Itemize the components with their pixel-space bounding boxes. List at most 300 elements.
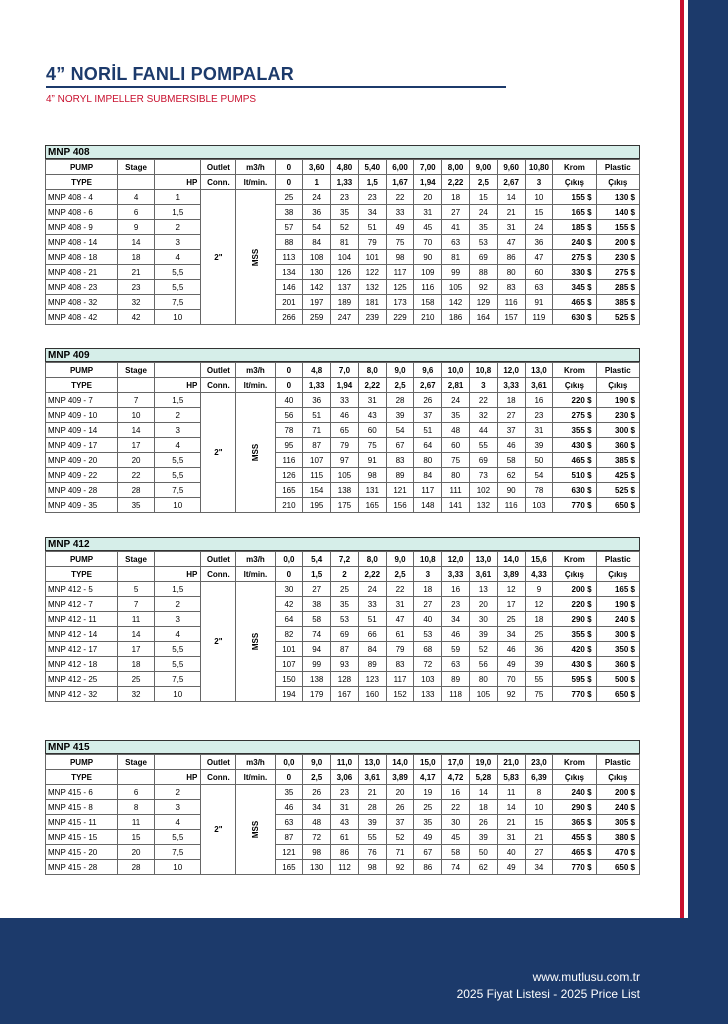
head-value: 121 bbox=[386, 483, 414, 498]
price-plastic: 230 $ bbox=[596, 408, 639, 423]
head-value: 35 bbox=[331, 205, 359, 220]
head-value: 116 bbox=[497, 498, 525, 513]
price-plastic: 385 $ bbox=[596, 295, 639, 310]
price-plastic: 200 $ bbox=[596, 785, 639, 800]
hp-value: 7,5 bbox=[155, 483, 201, 498]
table-row bbox=[46, 205, 640, 220]
pump-type: MNP 412 - 32 bbox=[46, 687, 118, 702]
price-krom: 630 $ bbox=[553, 483, 596, 498]
price-plastic: 165 $ bbox=[596, 582, 639, 597]
hp-value: 4 bbox=[155, 438, 201, 453]
pump-type: MNP 415 - 20 bbox=[46, 845, 118, 860]
price-krom: 220 $ bbox=[553, 597, 596, 612]
head-value: 59 bbox=[442, 642, 470, 657]
table-row bbox=[46, 785, 640, 800]
table-row bbox=[46, 657, 640, 672]
col-outlet: Outlet bbox=[201, 552, 236, 567]
head-value: 39 bbox=[525, 438, 553, 453]
head-value: 33 bbox=[386, 205, 414, 220]
col-pump: PUMP bbox=[46, 160, 118, 175]
head-value: 31 bbox=[386, 597, 414, 612]
pump-type: MNP 408 - 42 bbox=[46, 310, 118, 325]
head-value: 84 bbox=[414, 468, 442, 483]
head-value: 15 bbox=[469, 190, 497, 205]
outlet-material: MSS bbox=[250, 248, 260, 266]
head-value: 81 bbox=[442, 250, 470, 265]
head-value: 38 bbox=[275, 205, 303, 220]
flow-ltmin-value: 4,72 bbox=[442, 770, 470, 785]
head-value: 91 bbox=[358, 453, 386, 468]
head-value: 23 bbox=[331, 785, 359, 800]
table-row bbox=[46, 423, 640, 438]
model-block bbox=[45, 348, 640, 513]
pump-type: MNP 412 - 11 bbox=[46, 612, 118, 627]
table-row bbox=[46, 498, 640, 513]
stage-count: 22 bbox=[118, 468, 155, 483]
table-row bbox=[46, 627, 640, 642]
stage-count: 18 bbox=[118, 250, 155, 265]
head-value: 23 bbox=[358, 190, 386, 205]
unit-m3h: m3/h bbox=[236, 755, 275, 770]
head-value: 24 bbox=[303, 190, 331, 205]
head-value: 189 bbox=[331, 295, 359, 310]
head-value: 79 bbox=[331, 438, 359, 453]
head-value: 23 bbox=[331, 190, 359, 205]
col-hp-blank bbox=[155, 160, 201, 175]
unit-ltmin: lt/min. bbox=[236, 378, 275, 393]
head-value: 31 bbox=[497, 220, 525, 235]
head-value: 35 bbox=[275, 785, 303, 800]
head-value: 9 bbox=[525, 582, 553, 597]
flow-ltmin-value: 3,61 bbox=[358, 770, 386, 785]
price-plastic: 650 $ bbox=[596, 498, 639, 513]
hp-value: 10 bbox=[155, 498, 201, 513]
head-value: 89 bbox=[358, 657, 386, 672]
outlet-connection: 2" bbox=[201, 190, 236, 325]
flow-m3h-value: 9,60 bbox=[497, 160, 525, 175]
price-plastic: 650 $ bbox=[596, 687, 639, 702]
flow-ltmin-value: 2,5 bbox=[386, 567, 414, 582]
stage-count: 28 bbox=[118, 860, 155, 875]
head-value: 33 bbox=[331, 393, 359, 408]
col-stage: Stage bbox=[118, 552, 155, 567]
table-row bbox=[46, 438, 640, 453]
head-value: 31 bbox=[358, 393, 386, 408]
hp-value: 1,5 bbox=[155, 582, 201, 597]
unit-m3h: m3/h bbox=[236, 552, 275, 567]
flow-ltmin-value: 3,33 bbox=[442, 567, 470, 582]
head-value: 47 bbox=[386, 612, 414, 627]
outlet-connection: 2" bbox=[201, 785, 236, 875]
col-plastic: Plastic bbox=[596, 552, 639, 567]
hp-value: 10 bbox=[155, 860, 201, 875]
stage-count: 20 bbox=[118, 845, 155, 860]
head-value: 34 bbox=[303, 800, 331, 815]
col-krom-outlet: Çıkış bbox=[553, 770, 596, 785]
head-value: 86 bbox=[331, 845, 359, 860]
table-row bbox=[46, 265, 640, 280]
stage-count: 9 bbox=[118, 220, 155, 235]
col-pump: PUMP bbox=[46, 552, 118, 567]
head-value: 39 bbox=[525, 657, 553, 672]
flow-m3h-value: 10,80 bbox=[525, 160, 553, 175]
head-value: 90 bbox=[414, 250, 442, 265]
flow-m3h-value: 8,00 bbox=[442, 160, 470, 175]
price-krom: 240 $ bbox=[553, 785, 596, 800]
head-value: 50 bbox=[525, 453, 553, 468]
price-plastic: 190 $ bbox=[596, 393, 639, 408]
head-value: 128 bbox=[331, 672, 359, 687]
head-value: 126 bbox=[331, 265, 359, 280]
head-value: 10 bbox=[525, 800, 553, 815]
model-header: MNP 415 bbox=[45, 740, 640, 754]
col-outlet: Outlet bbox=[201, 160, 236, 175]
head-value: 130 bbox=[303, 265, 331, 280]
hp-value: 2 bbox=[155, 785, 201, 800]
pump-type: MNP 408 - 14 bbox=[46, 235, 118, 250]
head-value: 119 bbox=[525, 310, 553, 325]
col-hp: HP bbox=[155, 770, 201, 785]
flow-m3h-value: 13,0 bbox=[358, 755, 386, 770]
hp-value: 1 bbox=[155, 190, 201, 205]
head-value: 46 bbox=[497, 642, 525, 657]
flow-ltmin-value: 2,5 bbox=[303, 770, 331, 785]
flow-m3h-value: 0 bbox=[275, 160, 303, 175]
price-krom: 465 $ bbox=[553, 453, 596, 468]
hp-value: 5,5 bbox=[155, 265, 201, 280]
price-krom: 430 $ bbox=[553, 438, 596, 453]
footer-website[interactable]: www.mutlusu.com.tr bbox=[532, 970, 640, 984]
stage-count: 7 bbox=[118, 393, 155, 408]
head-value: 117 bbox=[386, 672, 414, 687]
hp-value: 4 bbox=[155, 627, 201, 642]
flow-ltmin-value: 5,28 bbox=[469, 770, 497, 785]
col-stage: Stage bbox=[118, 363, 155, 378]
unit-m3h: m3/h bbox=[236, 160, 275, 175]
flow-m3h-header-row bbox=[46, 552, 640, 567]
stage-count: 32 bbox=[118, 295, 155, 310]
price-plastic: 425 $ bbox=[596, 468, 639, 483]
head-value: 98 bbox=[303, 845, 331, 860]
price-plastic: 650 $ bbox=[596, 860, 639, 875]
model-header: MNP 408 bbox=[45, 145, 640, 159]
pump-type: MNP 412 - 14 bbox=[46, 627, 118, 642]
head-value: 34 bbox=[442, 612, 470, 627]
flow-m3h-value: 7,0 bbox=[331, 363, 359, 378]
head-value: 35 bbox=[442, 408, 470, 423]
head-value: 40 bbox=[275, 393, 303, 408]
unit-ltmin: lt/min. bbox=[236, 567, 275, 582]
table-row bbox=[46, 190, 640, 205]
head-value: 70 bbox=[497, 672, 525, 687]
flow-ltmin-value: 3,89 bbox=[386, 770, 414, 785]
outlet-material: MSS bbox=[250, 443, 260, 462]
hp-value: 3 bbox=[155, 235, 201, 250]
head-value: 24 bbox=[469, 205, 497, 220]
unit-ltmin: lt/min. bbox=[236, 770, 275, 785]
head-value: 84 bbox=[303, 235, 331, 250]
head-value: 107 bbox=[303, 453, 331, 468]
flow-ltmin-value: 3 bbox=[414, 567, 442, 582]
head-value: 58 bbox=[303, 612, 331, 627]
flow-ltmin-value: 2,5 bbox=[386, 378, 414, 393]
flow-ltmin-value: 2,67 bbox=[497, 175, 525, 190]
col-plastic: Plastic bbox=[596, 363, 639, 378]
table-row bbox=[46, 220, 640, 235]
col-conn: Conn. bbox=[201, 175, 236, 190]
outlet-material-cell bbox=[236, 785, 275, 875]
head-value: 173 bbox=[386, 295, 414, 310]
flow-m3h-value: 14,0 bbox=[386, 755, 414, 770]
col-hp: HP bbox=[155, 378, 201, 393]
head-value: 84 bbox=[358, 642, 386, 657]
head-value: 23 bbox=[442, 597, 470, 612]
head-value: 92 bbox=[497, 687, 525, 702]
flow-m3h-value: 7,00 bbox=[414, 160, 442, 175]
table-row bbox=[46, 393, 640, 408]
outlet-material: MSS bbox=[250, 632, 260, 651]
head-value: 14 bbox=[497, 800, 525, 815]
head-value: 30 bbox=[442, 815, 470, 830]
col-plastic: Plastic bbox=[596, 160, 639, 175]
stage-count: 25 bbox=[118, 672, 155, 687]
table-row bbox=[46, 295, 640, 310]
flow-m3h-value: 9,0 bbox=[303, 755, 331, 770]
price-plastic: 360 $ bbox=[596, 657, 639, 672]
table-row bbox=[46, 800, 640, 815]
table-row bbox=[46, 408, 640, 423]
head-value: 52 bbox=[469, 642, 497, 657]
pump-type: MNP 408 - 32 bbox=[46, 295, 118, 310]
head-value: 15 bbox=[525, 205, 553, 220]
head-value: 148 bbox=[414, 498, 442, 513]
head-value: 175 bbox=[331, 498, 359, 513]
head-value: 14 bbox=[497, 190, 525, 205]
flow-ltmin-value: 3 bbox=[469, 378, 497, 393]
col-outlet: Outlet bbox=[201, 755, 236, 770]
head-value: 27 bbox=[442, 205, 470, 220]
flow-m3h-value: 9,6 bbox=[414, 363, 442, 378]
price-plastic: 360 $ bbox=[596, 438, 639, 453]
table-row bbox=[46, 612, 640, 627]
price-plastic: 190 $ bbox=[596, 597, 639, 612]
head-value: 49 bbox=[497, 657, 525, 672]
col-hp: HP bbox=[155, 175, 201, 190]
flow-ltmin-value: 1,67 bbox=[386, 175, 414, 190]
head-value: 27 bbox=[525, 845, 553, 860]
head-value: 72 bbox=[414, 657, 442, 672]
head-value: 22 bbox=[386, 190, 414, 205]
price-plastic: 240 $ bbox=[596, 612, 639, 627]
head-value: 18 bbox=[525, 612, 553, 627]
head-value: 73 bbox=[469, 468, 497, 483]
pump-type: MNP 408 - 23 bbox=[46, 280, 118, 295]
head-value: 31 bbox=[414, 205, 442, 220]
price-krom: 355 $ bbox=[553, 423, 596, 438]
pump-type: MNP 408 - 18 bbox=[46, 250, 118, 265]
flow-m3h-value: 0 bbox=[275, 363, 303, 378]
stage-count: 35 bbox=[118, 498, 155, 513]
head-value: 8 bbox=[525, 785, 553, 800]
price-krom: 355 $ bbox=[553, 627, 596, 642]
head-value: 36 bbox=[525, 235, 553, 250]
head-value: 88 bbox=[275, 235, 303, 250]
head-value: 101 bbox=[358, 250, 386, 265]
head-value: 25 bbox=[331, 582, 359, 597]
price-krom: 165 $ bbox=[553, 205, 596, 220]
unit-m3h: m3/h bbox=[236, 363, 275, 378]
head-value: 31 bbox=[525, 423, 553, 438]
head-value: 50 bbox=[469, 845, 497, 860]
pump-type: MNP 409 - 20 bbox=[46, 453, 118, 468]
table-row bbox=[46, 830, 640, 845]
head-value: 92 bbox=[469, 280, 497, 295]
head-value: 138 bbox=[331, 483, 359, 498]
stage-count: 28 bbox=[118, 483, 155, 498]
pump-type: MNP 409 - 7 bbox=[46, 393, 118, 408]
head-value: 21 bbox=[358, 785, 386, 800]
flow-ltmin-value: 2,5 bbox=[469, 175, 497, 190]
head-value: 91 bbox=[525, 295, 553, 310]
col-stage: Stage bbox=[118, 755, 155, 770]
stage-count: 11 bbox=[118, 815, 155, 830]
table-row bbox=[46, 815, 640, 830]
table-row bbox=[46, 687, 640, 702]
flow-ltmin-value: 3,89 bbox=[497, 567, 525, 582]
head-value: 53 bbox=[331, 612, 359, 627]
stage-count: 18 bbox=[118, 657, 155, 672]
head-value: 125 bbox=[386, 280, 414, 295]
head-value: 158 bbox=[414, 295, 442, 310]
head-value: 126 bbox=[275, 468, 303, 483]
head-value: 165 bbox=[358, 498, 386, 513]
pump-table bbox=[45, 159, 640, 325]
head-value: 54 bbox=[386, 423, 414, 438]
head-value: 66 bbox=[358, 627, 386, 642]
head-value: 75 bbox=[386, 235, 414, 250]
head-value: 181 bbox=[358, 295, 386, 310]
flow-ltmin-value: 5,83 bbox=[497, 770, 525, 785]
col-type: TYPE bbox=[46, 770, 118, 785]
col-conn: Conn. bbox=[201, 770, 236, 785]
stage-count: 17 bbox=[118, 438, 155, 453]
head-value: 105 bbox=[442, 280, 470, 295]
col-krom-outlet: Çıkış bbox=[553, 567, 596, 582]
head-value: 79 bbox=[386, 642, 414, 657]
head-value: 109 bbox=[414, 265, 442, 280]
col-plastic-outlet: Çıkış bbox=[596, 770, 639, 785]
head-value: 122 bbox=[358, 265, 386, 280]
head-value: 179 bbox=[303, 687, 331, 702]
head-value: 141 bbox=[442, 498, 470, 513]
table-row bbox=[46, 453, 640, 468]
head-value: 56 bbox=[469, 657, 497, 672]
head-value: 12 bbox=[497, 582, 525, 597]
head-value: 152 bbox=[386, 687, 414, 702]
head-value: 56 bbox=[275, 408, 303, 423]
outlet-connection: 2" bbox=[201, 393, 236, 513]
head-value: 16 bbox=[442, 582, 470, 597]
head-value: 142 bbox=[303, 280, 331, 295]
pump-type: MNP 408 - 4 bbox=[46, 190, 118, 205]
navy-side-band bbox=[688, 0, 728, 1024]
head-value: 86 bbox=[414, 860, 442, 875]
head-value: 95 bbox=[275, 438, 303, 453]
price-krom: 510 $ bbox=[553, 468, 596, 483]
hp-value: 2 bbox=[155, 220, 201, 235]
head-value: 15 bbox=[525, 815, 553, 830]
head-value: 134 bbox=[275, 265, 303, 280]
pump-type: MNP 412 - 5 bbox=[46, 582, 118, 597]
head-value: 229 bbox=[386, 310, 414, 325]
head-value: 71 bbox=[303, 423, 331, 438]
flow-m3h-header-row bbox=[46, 160, 640, 175]
outlet-connection: 2" bbox=[201, 582, 236, 702]
stage-count: 15 bbox=[118, 830, 155, 845]
head-value: 74 bbox=[442, 860, 470, 875]
hp-value: 7,5 bbox=[155, 295, 201, 310]
pump-type: MNP 415 - 15 bbox=[46, 830, 118, 845]
price-krom: 455 $ bbox=[553, 830, 596, 845]
pump-type: MNP 409 - 14 bbox=[46, 423, 118, 438]
pump-type: MNP 415 - 8 bbox=[46, 800, 118, 815]
flow-ltmin-value: 3 bbox=[525, 175, 553, 190]
head-value: 67 bbox=[414, 845, 442, 860]
head-value: 60 bbox=[358, 423, 386, 438]
head-value: 53 bbox=[469, 235, 497, 250]
flow-ltmin-value: 6,39 bbox=[525, 770, 553, 785]
flow-m3h-value: 13,0 bbox=[525, 363, 553, 378]
price-krom: 275 $ bbox=[553, 250, 596, 265]
table-row bbox=[46, 597, 640, 612]
col-krom: Krom bbox=[553, 160, 596, 175]
price-krom: 770 $ bbox=[553, 498, 596, 513]
model-header: MNP 409 bbox=[45, 348, 640, 362]
pump-type: MNP 415 - 11 bbox=[46, 815, 118, 830]
table-row bbox=[46, 280, 640, 295]
head-value: 194 bbox=[275, 687, 303, 702]
head-value: 21 bbox=[497, 205, 525, 220]
flow-m3h-value: 11,0 bbox=[331, 755, 359, 770]
head-value: 63 bbox=[442, 235, 470, 250]
head-value: 28 bbox=[386, 393, 414, 408]
head-value: 30 bbox=[275, 582, 303, 597]
hp-value: 7,5 bbox=[155, 672, 201, 687]
head-value: 63 bbox=[442, 657, 470, 672]
head-value: 65 bbox=[331, 423, 359, 438]
head-value: 133 bbox=[414, 687, 442, 702]
head-value: 31 bbox=[497, 830, 525, 845]
head-value: 54 bbox=[303, 220, 331, 235]
head-value: 45 bbox=[414, 220, 442, 235]
head-value: 69 bbox=[469, 250, 497, 265]
head-value: 107 bbox=[275, 657, 303, 672]
stage-count: 4 bbox=[118, 190, 155, 205]
flow-m3h-value: 15,6 bbox=[525, 552, 553, 567]
head-value: 70 bbox=[414, 235, 442, 250]
hp-value: 5,5 bbox=[155, 453, 201, 468]
model-block bbox=[45, 145, 640, 325]
col-plastic: Plastic bbox=[596, 755, 639, 770]
hp-value: 4 bbox=[155, 250, 201, 265]
col-conn: Conn. bbox=[201, 567, 236, 582]
head-value: 121 bbox=[275, 845, 303, 860]
flow-ltmin-value: 0 bbox=[275, 175, 303, 190]
head-value: 105 bbox=[331, 468, 359, 483]
head-value: 83 bbox=[497, 280, 525, 295]
flow-ltmin-value: 0 bbox=[275, 567, 303, 582]
head-value: 157 bbox=[497, 310, 525, 325]
